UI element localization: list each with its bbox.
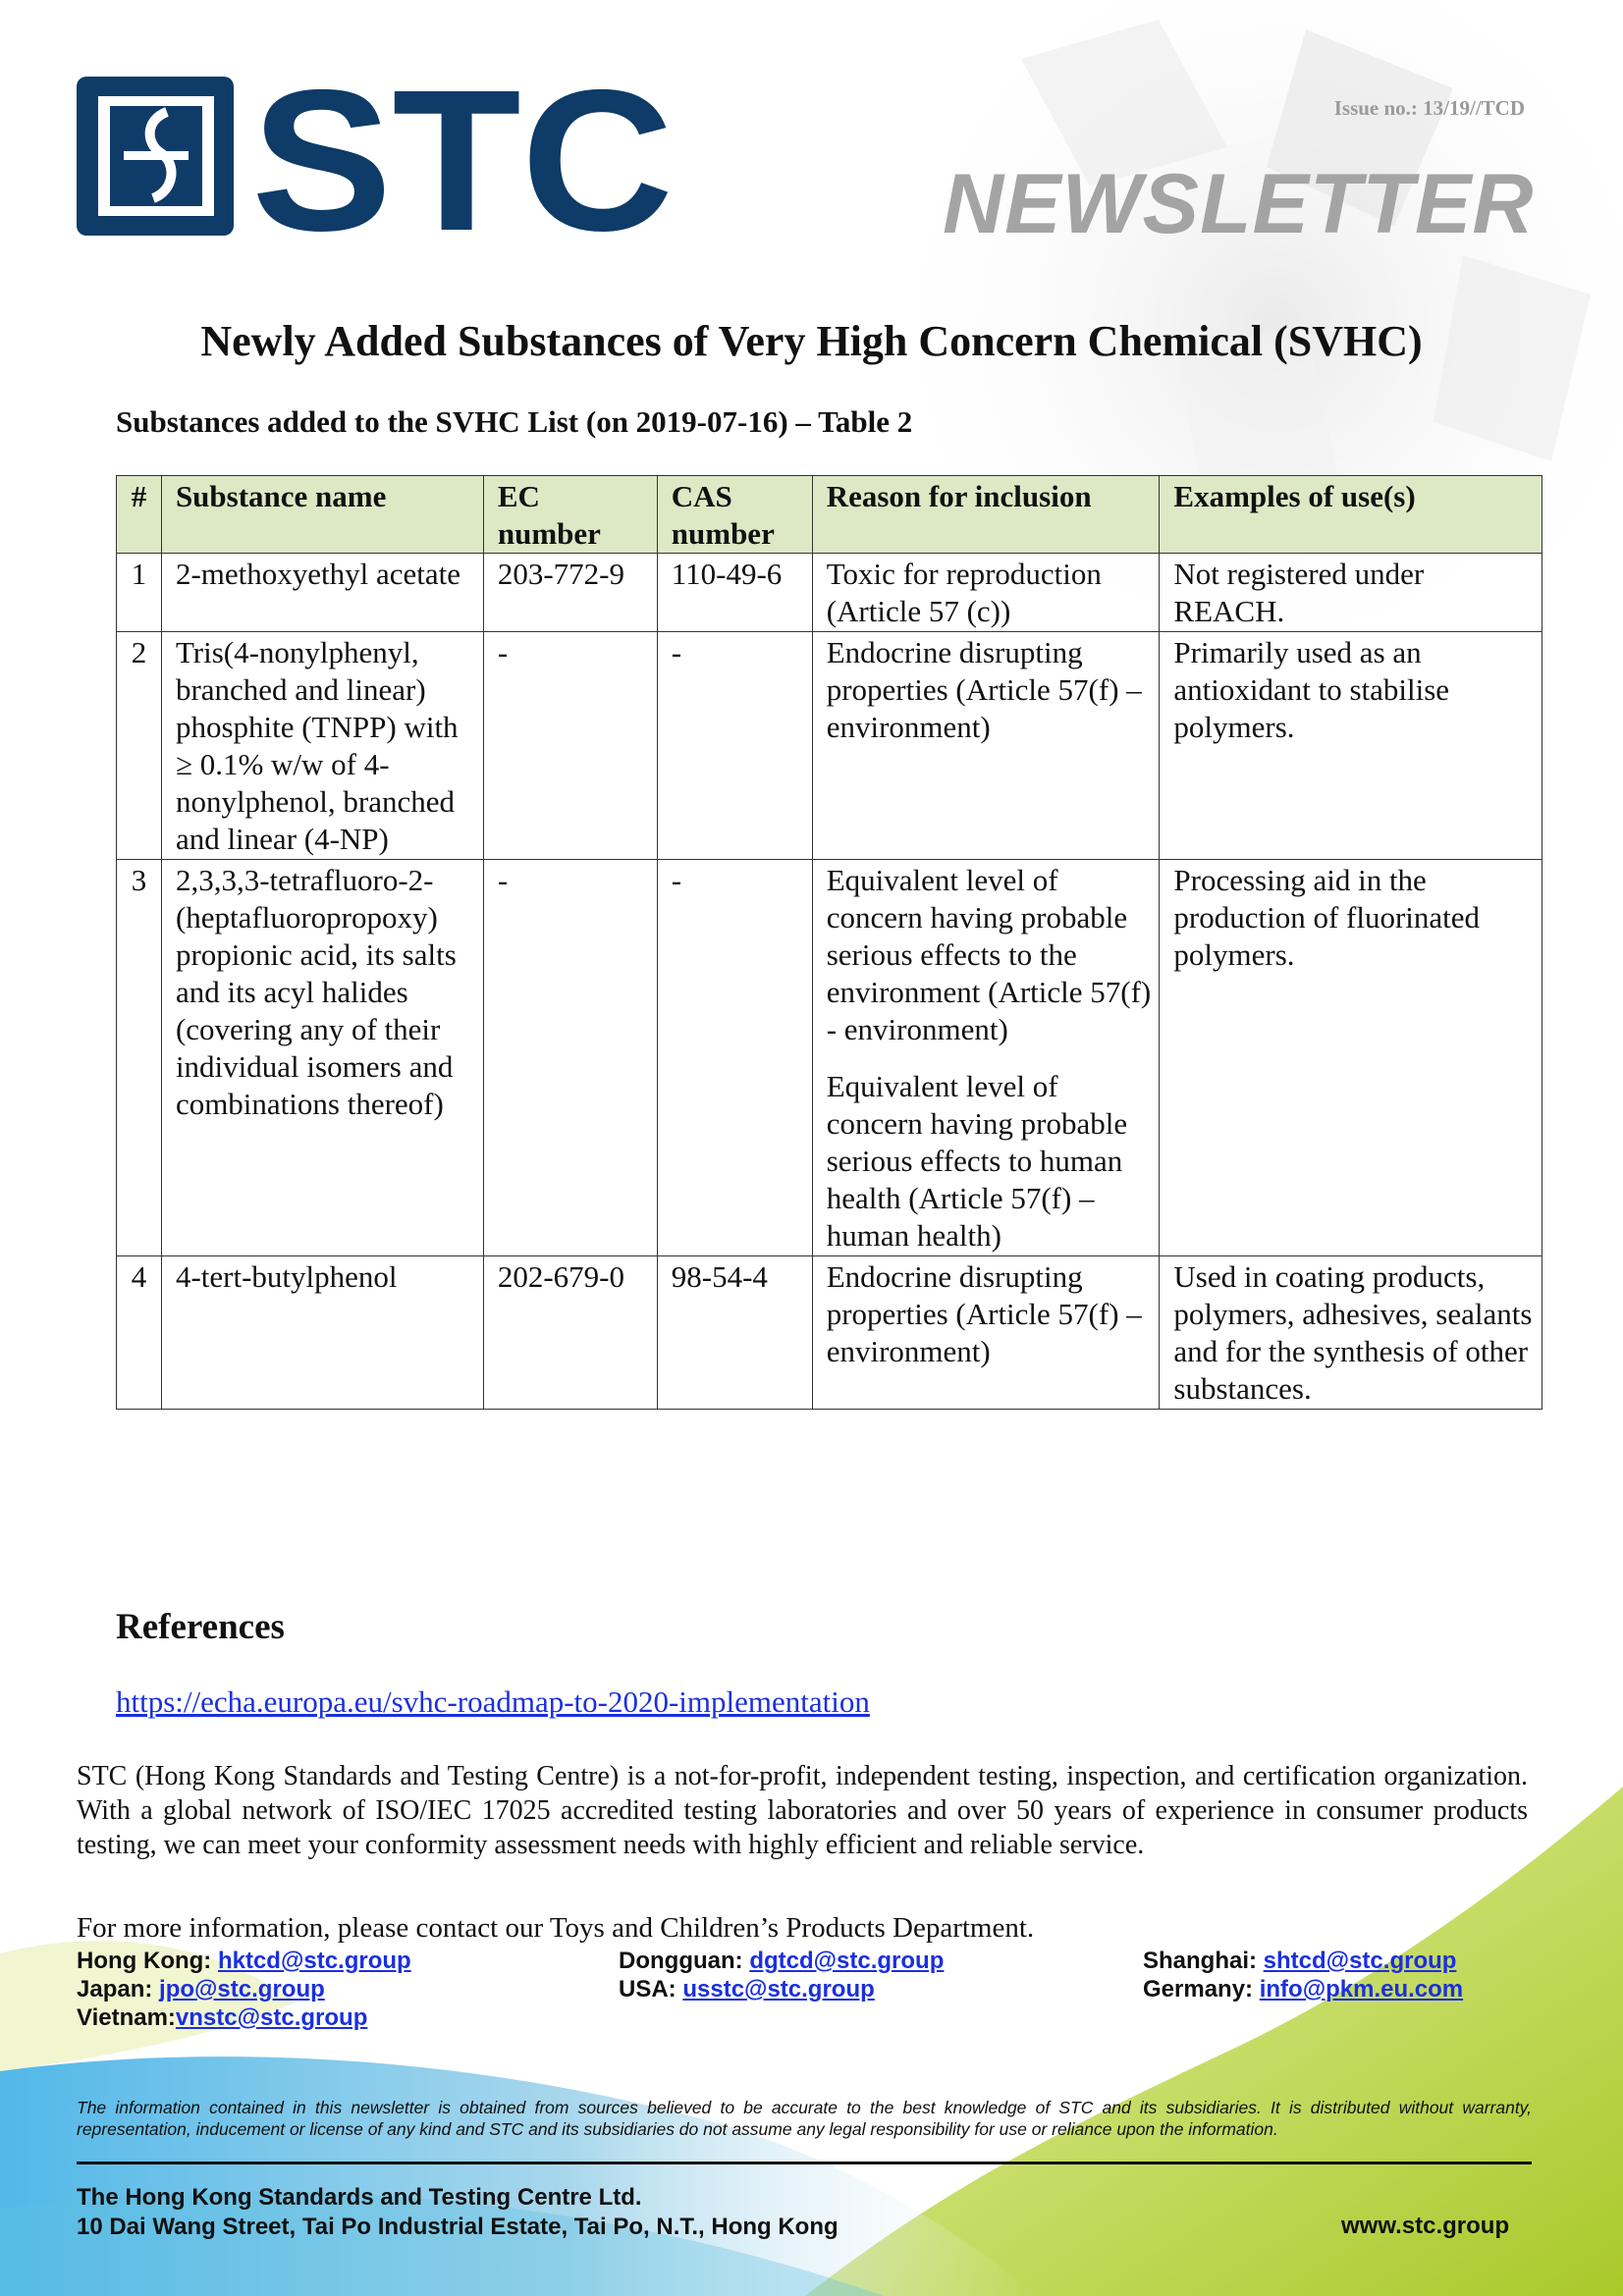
row-number: 4 bbox=[117, 1256, 162, 1410]
examples-of-use: Not registered under REACH. bbox=[1160, 554, 1542, 632]
contact-shanghai bbox=[1143, 1947, 1456, 1975]
substance-name: 2-methoxyethyl acetate bbox=[161, 554, 483, 632]
contact-label: Germany: bbox=[1143, 1976, 1260, 2002]
contact-germany bbox=[1143, 1975, 1463, 2003]
examples-of-use: Processing aid in the production of fluorinated polymers. bbox=[1160, 860, 1542, 1256]
footer-website: www.stc.group bbox=[1341, 2213, 1510, 2239]
contact-email-link[interactable]: hktcd@stc.group bbox=[217, 1948, 411, 1974]
col-header-cas: CAS number bbox=[657, 476, 812, 554]
contact-email-link[interactable]: vnstc@stc.group bbox=[175, 2004, 368, 2031]
contact-email-link[interactable]: shtcd@stc.group bbox=[1263, 1948, 1457, 1974]
contact-usa bbox=[619, 1975, 875, 2003]
table-row bbox=[117, 632, 1542, 860]
examples-of-use: Primarily used as an antioxidant to stabilise polymers. bbox=[1160, 632, 1542, 860]
ec-number: 203-772-9 bbox=[483, 554, 657, 632]
contact-hong-kong bbox=[77, 1947, 411, 1975]
newsletter-banner: NEWSLETTER bbox=[943, 157, 1535, 251]
disclaimer-text: The information contained in this newsletter is obtained from sources believed to be accurate to the best knowledge of STC and its subsidiaries. It is distributed without warranty, representation, inducement or license of any kind and STC and its subsidiaries do not assume any legal responsibility for use or reliance upon the information. bbox=[77, 2098, 1532, 2139]
company-address: 10 Dai Wang Street, Tai Po Industrial Estate, Tai Po, N.T., Hong Kong bbox=[77, 2214, 839, 2240]
substance-name: Tris(4-nonylphenyl, branched and linear) phosphite (TNPP) with ≥ 0.1% w/w of 4-nonylphenol, branched and linear (4-NP) bbox=[161, 632, 483, 860]
reference-link[interactable]: https://echa.europa.eu/svhc-roadmap-to-2020-implementation bbox=[116, 1684, 870, 1719]
contact-japan bbox=[77, 1975, 325, 2003]
ec-number: - bbox=[483, 632, 657, 860]
reason-for-inclusion bbox=[812, 860, 1160, 1256]
reason-for-inclusion: Endocrine disrupting properties (Article 57(f) – environment) bbox=[812, 1256, 1160, 1410]
substance-name: 4-tert-butylphenol bbox=[161, 1256, 483, 1410]
contact-email-link[interactable]: info@pkm.eu.com bbox=[1259, 1976, 1464, 2002]
contact-label: Dongguan: bbox=[619, 1948, 750, 1974]
col-header-number: # bbox=[117, 476, 162, 554]
issue-number: Issue no.: 13/19//TCD bbox=[1333, 96, 1525, 120]
company-name: The Hong Kong Standards and Testing Centre Ltd. bbox=[77, 2184, 642, 2211]
reason-environment: Equivalent level of concern having probable serious effects to the environment (Article 57(f) - environment) bbox=[826, 863, 1152, 1046]
contact-label: Japan: bbox=[77, 1976, 160, 2002]
cas-number: 110-49-6 bbox=[657, 554, 812, 632]
examples-of-use: Used in coating products, polymers, adhesives, sealants and for the synthesis of other substances. bbox=[1160, 1256, 1542, 1410]
svhc-table bbox=[116, 475, 1542, 1410]
ec-number: - bbox=[483, 860, 657, 1256]
contact-vietnam bbox=[77, 2003, 367, 2032]
reason-spacer bbox=[827, 1048, 1152, 1068]
ec-number: 202-679-0 bbox=[483, 1256, 657, 1410]
cas-number: 98-54-4 bbox=[657, 1256, 812, 1410]
logo-wordmark: STC bbox=[251, 75, 674, 237]
contact-email-link[interactable]: jpo@stc.group bbox=[159, 1976, 325, 2002]
references-heading: References bbox=[116, 1607, 285, 1647]
cas-number: - bbox=[657, 632, 812, 860]
contact-label: Vietnam: bbox=[77, 2004, 176, 2031]
reason-human-health: Equivalent level of concern having probable serious effects to human health (Article 57(f) – human health) bbox=[826, 1069, 1128, 1253]
table-header-row bbox=[117, 476, 1542, 554]
col-header-reason: Reason for inclusion bbox=[812, 476, 1160, 554]
contact-intro: For more information, please contact our Toys and Children’s Products Department. bbox=[77, 1912, 1035, 1944]
col-header-uses: Examples of use(s) bbox=[1160, 476, 1542, 554]
reason-for-inclusion: Toxic for reproduction (Article 57 (c)) bbox=[812, 554, 1160, 632]
col-header-substance: Substance name bbox=[161, 476, 483, 554]
table-row bbox=[117, 860, 1542, 1256]
cas-number: - bbox=[657, 860, 812, 1256]
contact-dongguan bbox=[619, 1947, 944, 1975]
table-row bbox=[117, 554, 1542, 632]
contact-email-link[interactable]: dgtcd@stc.group bbox=[749, 1948, 945, 1974]
table-caption: Substances added to the SVHC List (on 2019-07-16) – Table 2 bbox=[116, 404, 913, 439]
footer-divider bbox=[77, 2162, 1532, 2164]
table-row bbox=[117, 1256, 1542, 1410]
footer-company bbox=[77, 2183, 839, 2242]
about-stc-paragraph: STC (Hong Kong Standards and Testing Centre) is a not-for-profit, independent testing, inspection, and certification organization. With a global network of ISO/IEC 17025 accredited testing laboratories and over 50 years of experience in consumer products testing, we can meet your conformity assessment needs with highly efficient and reliable service. bbox=[77, 1761, 1528, 1860]
contact-email-link[interactable]: usstc@stc.group bbox=[682, 1976, 875, 2002]
row-number: 2 bbox=[117, 632, 162, 860]
stc-logo bbox=[77, 75, 676, 237]
contact-label: USA: bbox=[619, 1976, 683, 2002]
row-number: 1 bbox=[117, 554, 162, 632]
row-number: 3 bbox=[117, 860, 162, 1256]
contact-label: Hong Kong: bbox=[77, 1948, 218, 1974]
contact-label: Shanghai: bbox=[1143, 1948, 1264, 1974]
col-header-ec: EC number bbox=[483, 476, 657, 554]
reason-for-inclusion: Endocrine disrupting properties (Article 57(f) – environment) bbox=[812, 632, 1160, 860]
substance-name: 2,3,3,3-tetrafluoro-2-(heptafluoropropoxy) propionic acid, its salts and its acyl halides (covering any of their individual isomers and combinations thereof) bbox=[161, 860, 483, 1256]
page-title: Newly Added Substances of Very High Concern Chemical (SVHC) bbox=[200, 317, 1423, 365]
